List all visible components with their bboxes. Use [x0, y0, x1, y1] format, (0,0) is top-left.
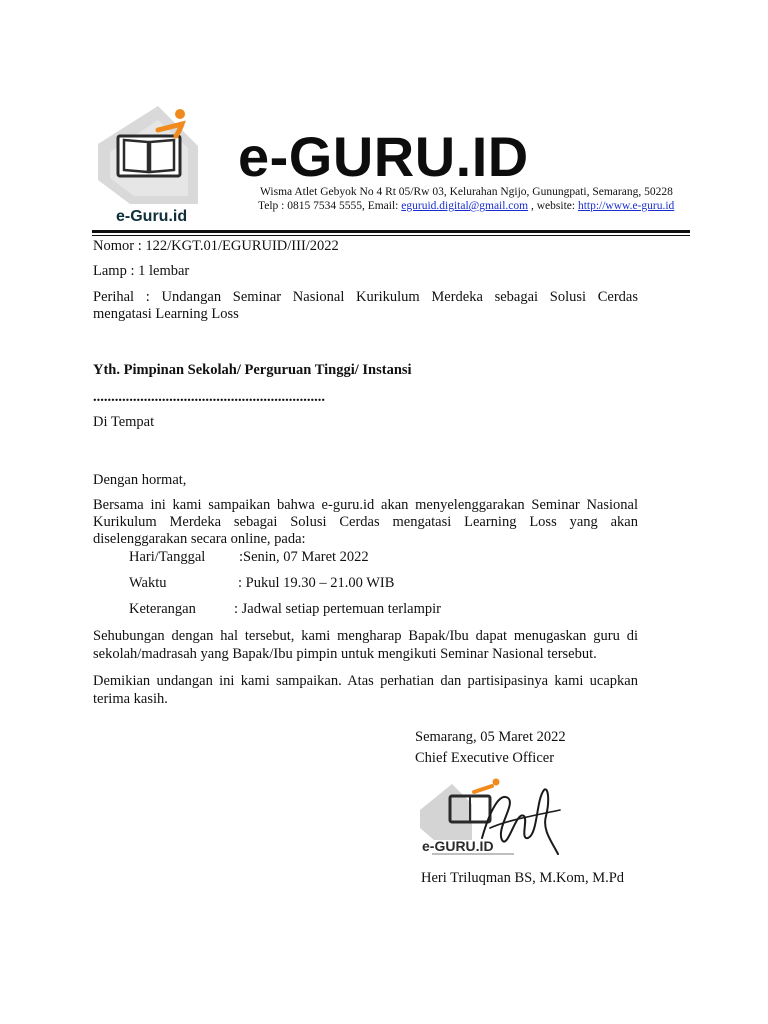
paragraph-request — [93, 628, 638, 663]
detail-label: Waktu — [129, 575, 167, 591]
paragraph-intro-line-2: Kurikulum Merdeka sebagai Solusi Cerdas mengatasi Learning Loss yang akan — [93, 514, 638, 530]
header-divider-thin — [92, 235, 690, 236]
detail-label: Hari/Tanggal — [129, 549, 206, 565]
detail-value: : Pukul 19.30 – 21.00 WIB — [238, 575, 395, 591]
paragraph-closing — [93, 673, 638, 708]
paragraph-intro — [93, 497, 638, 548]
recipient-title: Yth. Pimpinan Sekolah/ Perguruan Tinggi/ Instansi — [93, 362, 412, 378]
website-link[interactable]: http://www.e-guru.id — [577, 200, 675, 212]
recipient-dots: ................................................................ — [93, 389, 325, 405]
paragraph-request-line-2: sekolah/madrasah yang Bapak/Ibu pimpin untuk mengikuti Seminar Nasional tersebut. — [93, 646, 597, 662]
paragraph-request-line-1: Sehubungan dengan hal tersebut, kami mengharap Bapak/Ibu dapat menugaskan guru di — [93, 628, 638, 644]
subject — [93, 289, 638, 323]
detail-label: Keterangan — [129, 601, 196, 617]
brand-name: e-GURU.ID — [238, 125, 529, 188]
company-address: Wisma Atlet Gebyok No 4 Rt 05/Rw 03, Kelurahan Ngijo, Gunungpati, Semarang, 50228 — [260, 186, 673, 198]
email-link[interactable]: eguruid.digital@gmail.com — [401, 200, 529, 212]
letter-number: Nomor : 122/KGT.01/EGURUID/III/2022 — [93, 238, 339, 254]
handwritten-signature — [412, 770, 572, 870]
header-divider-thick — [92, 230, 690, 233]
paragraph-closing-line-2: terima kasih. — [93, 691, 168, 707]
company-contact — [258, 200, 674, 213]
website-prefix: , website: — [528, 200, 578, 212]
subject-line-2: mengatasi Learning Loss — [93, 306, 239, 322]
recipient-place: Di Tempat — [93, 414, 155, 430]
paragraph-closing-line-1: Demikian undangan ini kami sampaikan. Atas perhatian dan partisipasinya kami ucapkan — [93, 673, 638, 689]
signer-position: Chief Executive Officer — [415, 750, 555, 766]
logo-text: e-Guru.id — [116, 208, 188, 225]
signer-name: Heri Triluqman BS, M.Kom, M.Pd — [421, 870, 625, 886]
stamp-text: e-GURU.ID — [422, 838, 494, 854]
company-stamp — [412, 770, 572, 870]
paragraph-intro-line-3: diselenggarakan secara online, pada: — [93, 531, 306, 547]
place-date: Semarang, 05 Maret 2022 — [415, 729, 566, 745]
contact-prefix: Telp : 0815 7534 5555, Email: — [258, 200, 402, 212]
attachment-count: Lamp : 1 lembar — [93, 263, 190, 279]
detail-value: : Jadwal setiap pertemuan terlampir — [234, 601, 441, 617]
subject-line-1: Perihal : Undangan Seminar Nasional Kurikulum Merdeka sebagai Solusi Cerdas — [93, 289, 638, 305]
greeting: Dengan hormat, — [93, 472, 187, 488]
paragraph-intro-line-1: Bersama ini kami sampaikan bahwa e-guru.id akan menyelenggarakan Seminar Nasional — [93, 497, 638, 513]
detail-value: :Senin, 07 Maret 2022 — [239, 549, 369, 565]
company-logo — [96, 100, 200, 230]
